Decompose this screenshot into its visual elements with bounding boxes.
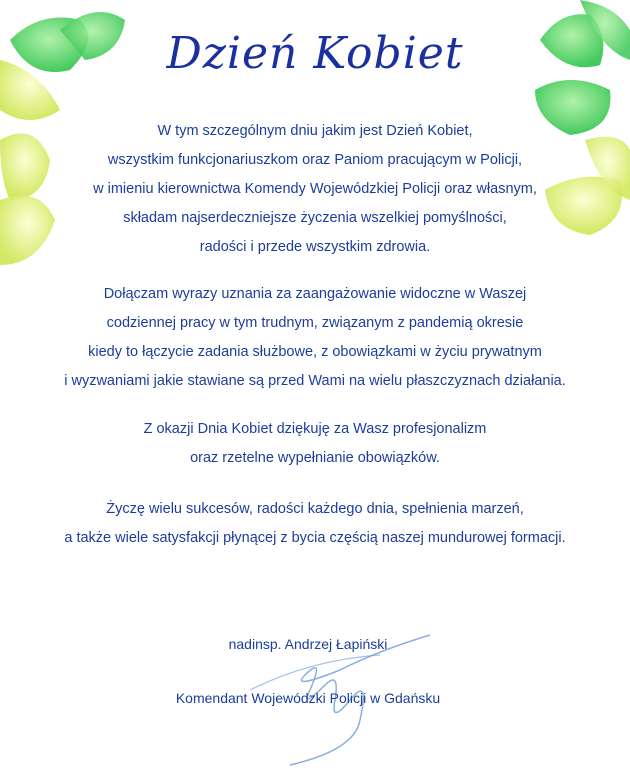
text-line: Życzę wielu sukcesów, radości każdego dnia, spełnienia marzeń,: [106, 501, 524, 517]
paragraph-wishes: [0, 495, 630, 553]
text-line: Z okazji Dnia Kobiet dziękuję za Wasz profesjonalizm: [143, 421, 487, 437]
text-line: oraz rzetelne wypełnianie obowiązków.: [190, 450, 440, 466]
page-title: Dzień Kobiet: [166, 28, 464, 79]
signature-name: nadinsp. Andrzej Łapiński: [228, 636, 388, 652]
text-line: radości i przede wszystkim zdrowia.: [199, 239, 431, 255]
text-line: Dołączam wyrazy uznania za zaangażowanie widoczne w Waszej: [103, 286, 527, 302]
text-line: w imieniu kierownictwa Komendy Wojewódzkiej Policji oraz własnym,: [93, 181, 537, 197]
text-line: kiedy to łączycie zadania służbowe, z obowiązkami w życiu prywatnym: [88, 344, 542, 360]
text-line: W tym szczególnym dniu jakim jest Dzień Kobiet,: [157, 123, 473, 139]
text-line: wszystkim funkcjonariuszkom oraz Paniom pracującym w Policji,: [107, 152, 523, 168]
signature-role: Komendant Wojewódzki Policji w Gdańsku: [175, 690, 441, 706]
paragraph-greeting: [0, 117, 630, 262]
text-line: a także wiele satysfakcji płynącej z bycia częścią naszej mundurowej formacji.: [64, 530, 566, 546]
text-line: składam najserdeczniejsze życzenia wszelkiej pomyślności,: [123, 210, 507, 226]
text-line: codziennej pracy w tym trudnym, związanym z pandemią okresie: [106, 315, 524, 331]
paragraph-appreciation: [0, 280, 630, 396]
text-line: i wyzwaniami jakie stawiane są przed Wami na wielu płaszczyznach działania.: [64, 373, 566, 389]
paragraph-thanks: [0, 415, 630, 473]
